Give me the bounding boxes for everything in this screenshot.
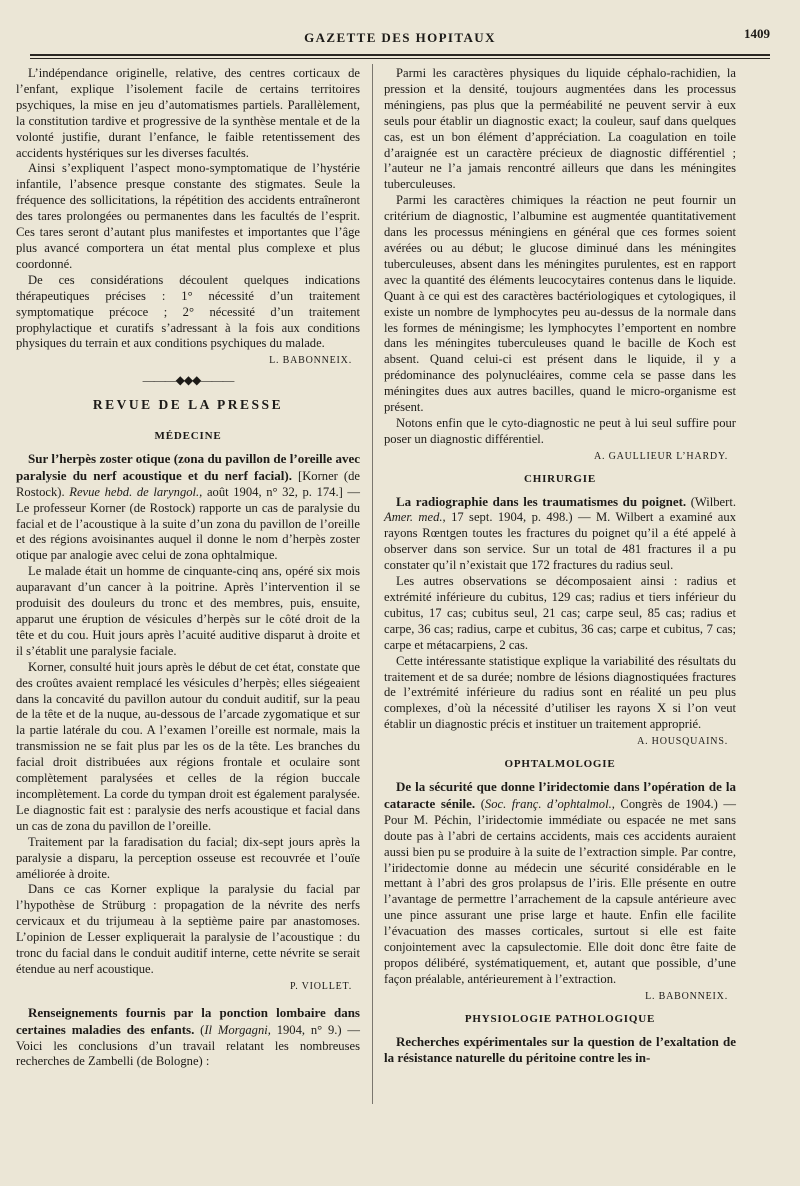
revue-title: REVUE DE LA PRESSE (92, 397, 284, 413)
section-medecine: MÉDECINE (154, 430, 222, 443)
journal-title: GAZETTE DES HOPITAUX (304, 30, 496, 45)
article-zona-text: août 1904, n° 32, p. 174.] — Le professeur Korner (de Rostock) rapporte un cas de paralysie du facial et de l’acoustique à la suite d’un zona du pavillon de l’oreille et des régions avoisinantes auquel il donne le nom d’herpès zoster otique par analogie avec celui de zona ophtalmique. (16, 484, 361, 563)
article-ponction-ref: ( (200, 1022, 205, 1037)
intro-paragraph-3: De ces considérations découlent quelques indications thérapeutiques précises : 1° nécessité d’un traitement symptomatique précoce ; 2° nécessité d’un traitement prophylactique et curatifs s’adressant à la fois aux conditions physiques du terrain et aux conditions psychiques du malade. (16, 272, 360, 351)
article-ponction-text: 1904, n° 9.) — Voici les conclusions d’un travail relatant les nombreuses recherches de Zambelli (de Bologne) : (16, 1022, 360, 1069)
article-iridectomie-signature: L. BABONNEIX. (645, 990, 728, 1002)
article-radiographie-signature: A. HOUSQUAINS. (637, 736, 728, 748)
left-column (16, 66, 360, 1070)
article-radiographie-intro (384, 494, 736, 575)
article-zona-ref: [Korner (de Rostock). (16, 468, 361, 499)
article-zona-paragraph-2: Korner, consulté huit jours après le début de cet état, constate que des croûtes avaient remplacé les vésicules d’herpès; elles siégeaient dans la concavité du pavillon autour du conduit auditif, sur la peau de la tête et de la nuque, au-dessous de l’arcade zygomatique et sur la partie latérale du cou. A l’examen l’oreille est normale, mais la transmission ne se fait plus par les os de la tête. Les branches du facial droit distribuées aux régions frontale et oculaire sont complètement paralysées et celles de la région buccale incomplètement. La corde du tympan droit est également paralysée. Le diagnostic fait est : paralysie des nerfs acoustique et facial dans un cas de zona du pavillon de l’oreille. (16, 659, 360, 833)
csf-paragraph-2: Parmi les caractères chimiques la réaction ne peut fournir un critérium de diagnostic, l’albumine est augmentée quantitativement dans les processus méningiens en général que ces formes soient avérées ou au début; le glucose diminué dans les méningites tuberculeuses, absent dans les méningites purulentes, est en rapport avec la quantité des éléments leucocytaires contenus dans le liquide. Quant à ce qui est des caractères bactériologiques et cytologiques, il existe un nombre de lymphocytes peu au-dessus de la normale dans les formes de méningisme; les lymphocytes l’emportent en nombre dans les méningites tuberculeuses quand le bacille de Koch est absent. Quand celui-ci est présent dans le liquide, il y a prédominance des polynucléaires, comme cela se passe dans les méningites dues aux autres bacilles, quand le micro-organisme est présent. (384, 193, 736, 415)
article-radiographie-journal: Amer. med., (384, 510, 446, 525)
article-zona-signature: P. VIOLLET. (289, 980, 352, 992)
article-iridectomie-intro (384, 779, 736, 988)
section-ophtalmologie: OPHTALMOLOGIE (504, 758, 616, 771)
article-iridectomie-ref: ( (480, 796, 485, 811)
article-iridectomie-journal: Soc. franç. d’ophtalmol., (484, 796, 615, 811)
article-ponction-title: Renseignements fournis par la ponction lombaire dans certaines maladies des enfants. (16, 1004, 360, 1037)
page-number: 1409 (744, 26, 770, 41)
ornament-divider: ———◆◆◆——— (142, 373, 234, 388)
article-peritoine-title: Recherches expérimentales sur la question de l’exaltation de la résistance naturelle du péritoine contre les in- (384, 1033, 736, 1066)
article-peritoine-intro (384, 1034, 736, 1068)
csf-paragraph-1: Parmi les caractères physiques du liquide céphalo-rachidien, la pression et la densité, toujours augmentées dans les processus méningiens, pas plus que la perméabilité ne peuvent servir à eux seuls pour établir un diagnostic exact; la couleur, sauf dans quelques cas, est un bon élément d’appréciation. La coagulation en toile d’araignée est un caractère précieux de diagnostic différentiel ; l’auteur ne l’a jamais rencontré ailleurs que dans les méningites tuberculeuses. (384, 66, 736, 192)
article-radiographie-paragraph-1: Les autres observations se décomposaient ainsi : radius et extrémité inférieure du cubitus, 129 cas; radius et tiers inférieur du cubitus, 17 cas; cubitus seul, 21 cas; carpe seul, 85 cas; radius et carpe, 36 cas; radius, carpe et cubitus, 36 cas; carpe et cubitus, 7 cas; carpe et métacarpiens, 2 cas. (384, 574, 736, 652)
article-radiographie-title: La radiographie dans les traumatismes du poignet. (396, 493, 687, 509)
article-zona-paragraph-1: Le malade était un homme de cinquante-cinq ans, opéré six mois auparavant d’un cancer à la poitrine. Après l’intervention il se produisit des douleurs du tronc et des membres, puis, ensuite, apparut une éruption de vésicules d’herpès sur le côté droit de la tête et du cou. Huit jours après l’acuité auditive disparut à droite et il s’établit une paralysie faciale. (16, 564, 360, 658)
header-rule-thick (30, 54, 770, 56)
section-physiologie: PHYSIOLOGIE PATHOLOGIQUE (464, 1012, 656, 1025)
csf-signature: A. GAULLIEUR L’HARDY. (593, 450, 728, 462)
section-chirurgie: CHIRURGIE (524, 472, 596, 485)
intro-signature: L. BABONNEIX. (269, 355, 352, 367)
intro-paragraph-1: L’indépendance originelle, relative, des centres corticaux de l’enfant, explique l’isolement facile de certains territoires psychiques, la mise en jeu d’automatismes partiels. Parallèlement, la constitution tardive et progressive de la synthèse mentale et de la volonté justifie, durant l’enfance, le faible retentissement des accidents hystériques sur les diverses facultés. (16, 66, 360, 160)
header-rule-thin (30, 58, 770, 59)
article-zona-title: Sur l’herpès zoster otique (zona du pavillon de l’oreille avec paralysie du nerf acoustique et du nerf facial). (16, 450, 360, 483)
article-ponction-intro (16, 1005, 360, 1071)
right-column (384, 66, 736, 1067)
article-ponction-journal: Il Morgagni, (204, 1022, 271, 1037)
article-zona-paragraph-3: Traitement par la faradisation du facial; dix-sept jours après la paralysie a disparu, la perception osseuse est recouvrée et l’ouïe améliorée à droite. (16, 834, 360, 881)
article-iridectomie-title: De la sécurité que donne l’iridectomie dans l’opération de la cataracte sénile. (384, 778, 736, 811)
article-zona-paragraph-4: Dans ce cas Korner explique la paralysie du facial par l’hypothèse de Strüburg : propagation de la névrite des nerfs cervicaux et du trijumeau à la septième paire par anastomoses. L’opinion de Lesser expliquerait la paralysie de l’acoustique : du tronc du facial dans le conduit auditif interne, cette névrite se serait étendue au nerf acoustique. (16, 882, 360, 976)
article-zona-intro (16, 451, 360, 564)
article-radiographie-text: 17 sept. 1904, p. 498.) — M. Wilbert a examiné aux rayons Rœntgen toutes les fractures du poignet qu’il a été appelé à observer dans son service. Sur un total de 481 fractures il a pu constater qu’il n’existait que 172 fractures du radius seul. (384, 510, 736, 573)
column-divider (372, 64, 373, 1104)
article-radiographie-paragraph-2: Cette intéressante statistique explique la variabilité des résultats du traitement et de sa durée; nombre de lésions diagnostiquées fractures de l’extrémité inférieure du radius sont en réalité un peu plus complexes, d’où la nécessité d’utiliser les rayons X si l’on veut établir un diagnostic précis et instituer un traitement approprié. (384, 653, 736, 732)
csf-paragraph-3: Notons enfin que le cyto-diagnostic ne peut à lui seul suffire pour poser un diagnostic différentiel. (384, 415, 736, 446)
article-iridectomie-text: Congrès de 1904.) — Pour M. Péchin, l’iridectomie immédiate ou espacée ne met sans doute pas à l’abri de certains accidents, mais ces accidents auraient aussi bien pu se produire à la suite de l’extraction simple. Par contre, l’iridectomie donne au médecin une sécurité considérable en le mettant à l’abri des gros prolapsus de l’iris. Elle présente en outre l’avantage de permettre l’arrachement de la capsule antérieure avec une pince assurant une prise large et haute. Enfin elle facilite l’évacuation des masses corticales, surtout si elle est faite conjointement avec la capsulectomie. Elle doit donc être faite de propos délibéré, systématiquement, et, autant que possible, d’une façon préalable, antérieurement à l’extraction. (384, 796, 736, 986)
article-radiographie-ref: (Wilbert. (690, 494, 736, 509)
intro-paragraph-2: Ainsi s’expliquent l’aspect mono-symptomatique de l’hystérie infantile, l’absence presque constante des stigmates. Seule la fréquence des sollicitations, la répétition des accidents entraîneront des tares prolongées ou permanentes dans les facultés de l’esprit. Ces tares seront d’autant plus manifestes et importantes que l’âge plus avancé comportera un état mental plus complexe et plus coordonné. (16, 161, 360, 271)
article-zona-journal: Revue hebd. de laryngol., (69, 484, 203, 499)
page-header (30, 22, 770, 52)
